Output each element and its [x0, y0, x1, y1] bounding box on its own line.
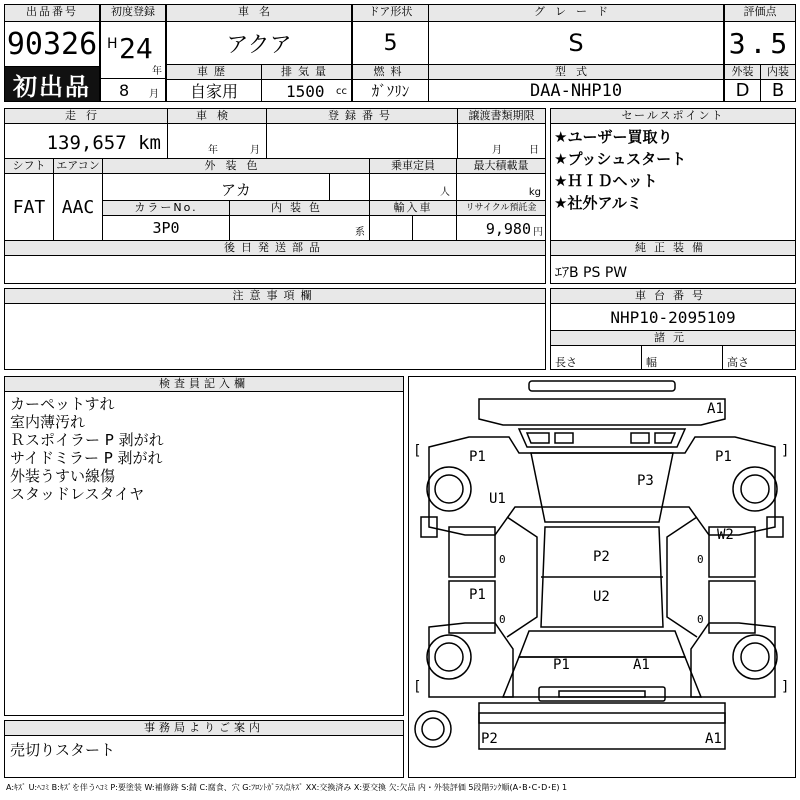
sales-points-label: セールスポイント — [550, 108, 796, 124]
equipment-cell — [550, 255, 796, 284]
int-color-label: 内装色 — [229, 200, 370, 216]
mileage-label: 走行 — [4, 108, 168, 124]
inspector-item: 外装うすい線傷 — [10, 467, 116, 485]
car-history-label: 車歴 — [166, 64, 262, 80]
car-name-label: 車名 — [166, 4, 352, 22]
height-cell — [722, 345, 796, 370]
transfer-cell — [457, 123, 546, 159]
first-listing-badge: 初出品 — [4, 66, 100, 102]
registration-year: 24 — [119, 32, 153, 65]
inspector-box — [4, 391, 404, 716]
height-label: 高さ — [727, 356, 749, 369]
door-label: ドア形状 — [352, 4, 429, 22]
color-no-label: カラーNo. — [102, 200, 230, 216]
bracket-right-top: ] — [781, 443, 790, 459]
ext-color-cell — [102, 173, 370, 201]
zero-mark: 0 — [697, 613, 704, 626]
length-label: 長さ — [555, 356, 577, 369]
sales-point-item: ★ユーザー買取り — [554, 128, 673, 146]
inspector-item: スタッドレスタイヤ — [10, 485, 145, 503]
inspector-item: 室内薄汚れ — [10, 413, 86, 431]
notes-box — [4, 303, 546, 370]
mileage: 139,657 km — [46, 132, 161, 154]
inspector-label: 検査員記入欄 — [4, 376, 404, 392]
notes-section — [4, 288, 546, 370]
length-cell — [550, 345, 642, 370]
import-divider — [412, 216, 413, 240]
int-color-cell — [229, 215, 370, 241]
capacity-unit: 人 — [440, 187, 450, 198]
zero-mark: 0 — [499, 613, 506, 626]
ext-color: アカ — [221, 181, 251, 199]
damage-mark-rear-bumper: A1 — [707, 401, 724, 417]
registration-year-cell — [100, 21, 166, 79]
inspector-item: Ｒスポイラー P 剥がれ — [10, 431, 164, 449]
sales-point-item: ★社外アルミ — [554, 194, 642, 212]
inspection-label: 車検 — [167, 108, 267, 124]
import-cell — [369, 215, 457, 241]
import-label: 輸入車 — [369, 200, 457, 216]
model-label: 型式 — [428, 64, 724, 80]
sales-point-item: ★ＨＩＤヘット — [554, 172, 658, 190]
registration-month: 8 — [119, 81, 130, 100]
sales-points-box — [550, 123, 796, 241]
interior-grade: B — [760, 79, 796, 102]
equipment-label: 純正装備 — [550, 240, 796, 256]
later-parts-label: 後日発送部品 — [4, 240, 546, 256]
transfer-day-unit: 日 — [529, 145, 539, 156]
fuel-label: 燃料 — [352, 64, 429, 80]
damage-mark-rear-hatch: P3 — [637, 473, 654, 489]
inspection-year-unit: 年 — [208, 145, 218, 156]
damage-mark-roof-front: U2 — [593, 589, 610, 605]
damage-mark-roof-rear: P2 — [593, 549, 610, 565]
damage-diagram — [408, 376, 796, 778]
car-history: 自家用 — [166, 79, 262, 102]
equipment: ｴｱB PS PW — [555, 265, 628, 281]
office-note: 売切りスタート — [10, 741, 116, 759]
lot-number-label: 出品番号 — [4, 4, 100, 22]
recycle-fee: 9,980 — [485, 220, 531, 238]
air-conditioner: AAC — [53, 173, 103, 241]
displacement-cell — [261, 79, 352, 102]
bracket-left-bottom: [ — [413, 679, 422, 695]
month-unit: 月 — [149, 89, 159, 100]
transfer-month-unit: 月 — [492, 145, 502, 156]
sales-points-section — [550, 108, 796, 284]
lot-number: 90326 — [4, 21, 100, 67]
shift: FAT — [4, 173, 54, 241]
width-label: 幅 — [646, 356, 657, 369]
score: 3.5 — [724, 21, 796, 65]
capacity-cell — [369, 173, 457, 201]
exterior-grade: D — [724, 79, 761, 102]
specs-label: 諸元 — [550, 330, 796, 346]
inspector-section — [4, 376, 404, 716]
recycle-cell — [456, 215, 546, 241]
inspection-cell — [167, 123, 267, 159]
grade-label: グレード — [428, 4, 724, 22]
plate-cell — [266, 123, 458, 159]
damage-mark-left-rear-quarter: P1 — [469, 449, 486, 465]
vehicle-details-section — [4, 108, 546, 284]
inspector-item: カーペットすれ — [10, 395, 115, 413]
shift-label: シフト — [4, 158, 54, 174]
ac-label: エアコン — [53, 158, 103, 174]
header-section — [4, 4, 796, 102]
recycle-label: リサイクル預託金 — [456, 200, 546, 216]
fuel: ｶﾞｿﾘﾝ — [352, 79, 429, 102]
zero-mark: 0 — [697, 553, 704, 566]
load-cell — [456, 173, 546, 201]
displacement: 1500 — [286, 82, 325, 101]
car-name: アクア — [166, 21, 352, 65]
exterior-label: 外装 — [724, 64, 761, 80]
office-label: 事務局よりご案内 — [4, 720, 404, 736]
displacement-label: 排気量 — [261, 64, 352, 80]
later-parts-cell — [4, 255, 546, 284]
car-outline-diagram — [409, 377, 795, 777]
transfer-label: 譲渡書類期限 — [457, 108, 546, 124]
notes-label: 注意事項欄 — [4, 288, 546, 304]
office-box — [4, 735, 404, 778]
interior-label: 内装 — [760, 64, 796, 80]
load-label: 最大積載量 — [456, 158, 546, 174]
damage-mark-spare: P2 — [481, 731, 498, 747]
inspector-item: サイドミラー P 剥がれ — [10, 449, 163, 467]
int-color-unit: 系 — [355, 227, 365, 238]
zero-mark: 0 — [499, 553, 506, 566]
damage-mark-hood-right: A1 — [633, 657, 650, 673]
chassis-section — [550, 288, 796, 370]
ext-color-label: 外装色 — [102, 158, 370, 174]
capacity-label: 乗車定員 — [369, 158, 457, 174]
displacement-unit: cc — [336, 86, 347, 97]
inspection-month-unit: 月 — [250, 145, 260, 156]
registration-month-cell — [100, 78, 166, 102]
damage-mark-hood-left: P1 — [553, 657, 570, 673]
ext-color-divider — [329, 174, 330, 200]
score-label: 評価点 — [724, 4, 796, 22]
chassis-label: 車台番号 — [550, 288, 796, 304]
year-unit: 年 — [152, 66, 162, 77]
plate-label: 登録番号 — [266, 108, 458, 124]
load-unit: kg — [528, 187, 541, 198]
model-code: DAA-NHP10 — [428, 79, 724, 102]
damage-mark-left-front-door: P1 — [469, 587, 486, 603]
chassis-number: NHP10-2095109 — [550, 303, 796, 331]
color-no: 3P0 — [102, 215, 230, 241]
bracket-left-top: [ — [413, 443, 422, 459]
door-type: 5 — [352, 21, 429, 65]
grade: S — [428, 21, 724, 65]
damage-mark-left-rear-door: U1 — [489, 491, 506, 507]
mileage-cell — [4, 123, 168, 159]
recycle-unit: 円 — [533, 227, 543, 238]
damage-mark-front-bumper: A1 — [705, 731, 722, 747]
damage-mark-right-rear-door: W2 — [717, 527, 734, 543]
width-cell — [641, 345, 723, 370]
office-section — [4, 720, 404, 778]
bracket-right-bottom: ] — [781, 679, 790, 695]
legend-footer: A:ｷｽﾞ U:ﾍｺﾐ B:ｷｽﾞを伴うﾍｺﾐ P:要塗装 W:補修跡 S:錆 C:腐食、穴 G:ﾌﾛﾝﾄｶﾞﾗｽ点ｷｽﾞ XX:交換済み X:要交換 欠:欠品 内・外装評価 5段階ﾗﾝｸ順(A･B･C･D･E) 1 — [6, 783, 568, 792]
sales-point-item: ★プッシュスタート — [554, 150, 687, 168]
damage-mark-right-rear-quarter: P1 — [715, 449, 732, 465]
era-label: H — [107, 36, 118, 52]
registration-label: 初度登録 — [100, 4, 166, 22]
